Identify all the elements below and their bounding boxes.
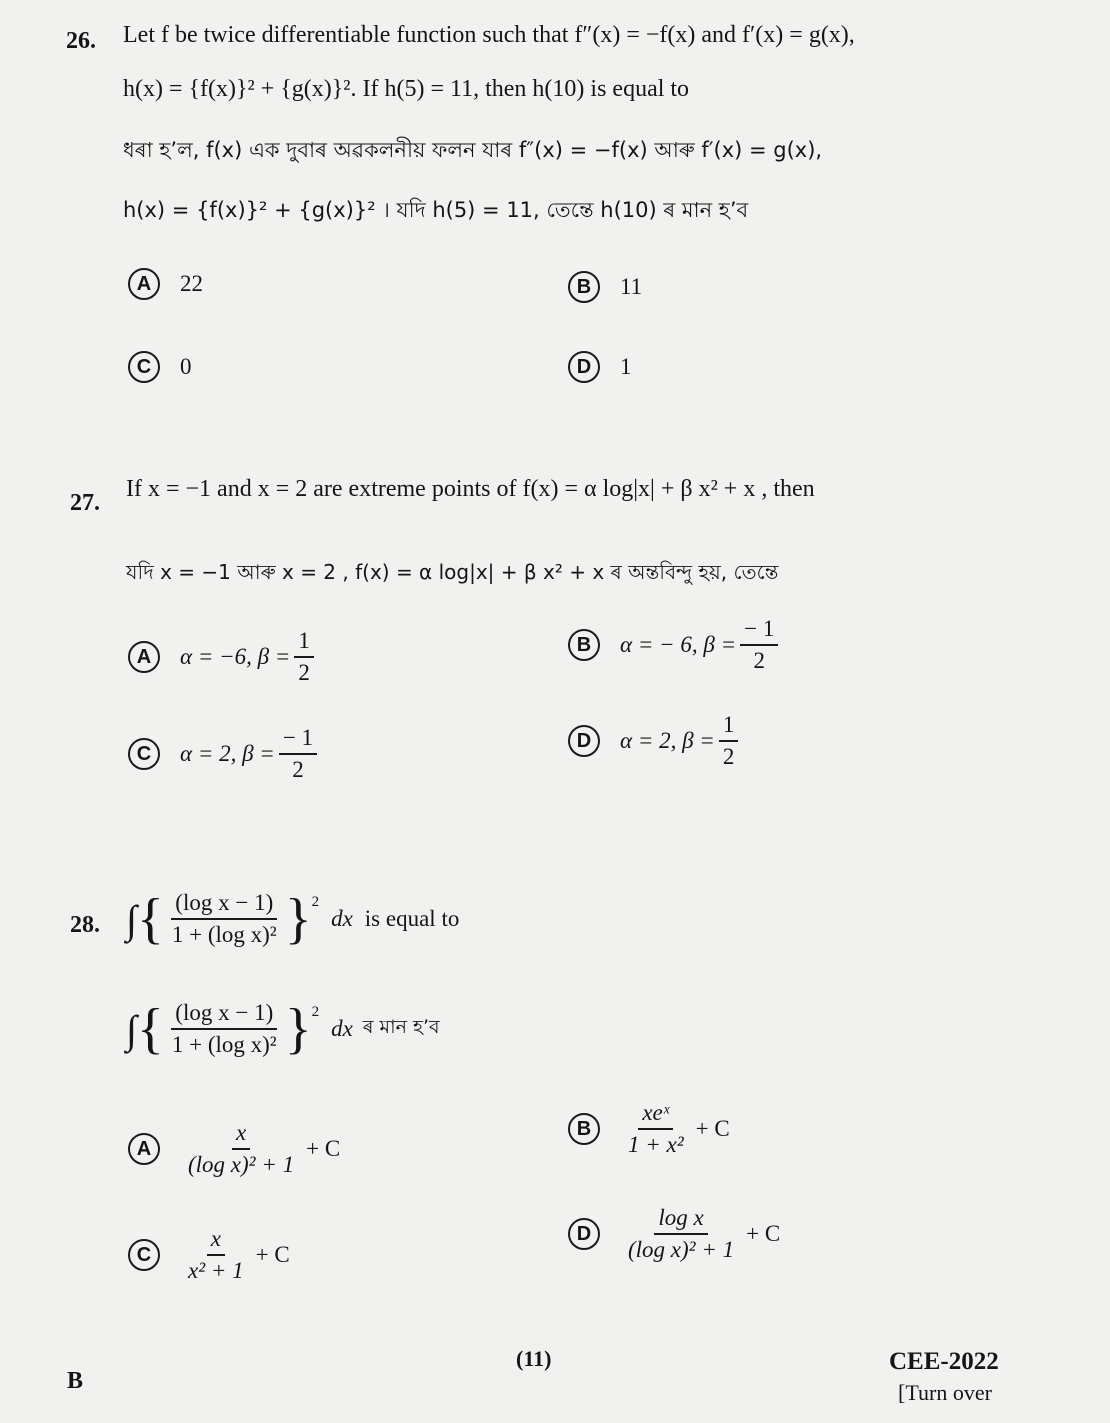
option-b-fraction [740,616,778,674]
option-c-marker: C [128,1239,160,1271]
option-a-prefix: α = −6, β = [180,644,291,669]
question-27-option-a[interactable] [128,628,318,686]
differential: dx [331,1016,353,1041]
question-26-option-c[interactable] [128,351,192,383]
option-d-marker: D [568,351,600,383]
option-a-marker: A [128,268,160,300]
option-c-constant: + C [255,1242,290,1267]
question-28-option-a[interactable] [128,1120,340,1178]
integral-sign-icon: ∫ [126,1006,137,1052]
integral-sign-icon: ∫ [126,896,137,942]
option-c-marker: C [128,738,160,770]
question-28-option-c[interactable] [128,1226,290,1284]
option-b-fraction [624,1100,688,1158]
left-brace-icon: { [136,888,164,950]
differential: dx [331,906,353,931]
option-a-text: 22 [180,271,203,296]
question-26-line-3: ধৰা হ’ল, f(x) এক দুবাৰ অৱকলনীয় ফলন যাৰ f″(x) = −f(x) আৰু f′(x) = g(x), [123,138,823,162]
integrand-power: 2 [311,894,320,910]
booklet-set: B [67,1368,84,1394]
page-number: (11) [516,1346,552,1371]
right-brace-icon: } [284,998,312,1060]
option-d-constant: + C [746,1221,781,1246]
fraction-numerator: 1 [719,712,739,742]
question-26-option-a[interactable] [128,268,203,300]
option-c-fraction [279,725,317,783]
question-28-integral-en [126,890,459,948]
option-c-fraction [184,1226,248,1284]
option-a-marker: A [128,641,160,673]
question-28-option-b[interactable] [568,1100,730,1158]
fraction-denominator: 2 [722,744,735,769]
option-a-fraction [294,628,314,686]
question-26-number: 26. [66,28,96,54]
option-b-prefix: α = − 6, β = [620,632,737,657]
fraction-numerator: 1 [294,628,314,658]
left-brace-icon: { [136,998,164,1060]
question-26-line-1: Let f be twice differentiable function such that f″(x) = −f(x) and f′(x) = g(x), [123,22,855,48]
option-d-fraction [624,1205,738,1263]
option-b-constant: + C [695,1116,730,1141]
option-b-marker: B [568,1113,600,1145]
fraction-denominator: x² + 1 [188,1258,244,1283]
question-26-option-d[interactable] [568,351,632,383]
fraction-denominator: (log x)² + 1 [628,1237,735,1262]
question-27-option-d[interactable] [568,712,742,770]
option-d-marker: D [568,1218,600,1250]
question-26-option-b[interactable] [568,271,642,303]
option-c-text: 0 [180,354,192,379]
exam-code: CEE-2022 [889,1348,999,1375]
option-b-marker: B [568,271,600,303]
integrand-fraction [168,1000,281,1058]
integrand-denominator: 1 + (log x)² [171,1032,277,1057]
fraction-denominator: 1 + x² [628,1132,684,1157]
integrand-numerator: (log x − 1) [171,890,277,920]
option-d-marker: D [568,725,600,757]
option-b-text: 11 [620,274,643,299]
turn-over-note: [Turn over [898,1380,992,1405]
integrand-denominator: 1 + (log x)² [171,922,277,947]
option-a-constant: + C [306,1136,341,1161]
question-28-integral-as [126,1000,440,1058]
option-a-fraction [184,1120,298,1178]
option-d-fraction [719,712,739,770]
fraction-numerator: − 1 [740,616,778,646]
fraction-numerator: x [232,1120,250,1150]
question-26-line-4: h(x) = {f(x)}² + {g(x)}² । যদি h(5) = 11, তেন্তে h(10) ৰ মান হ’ব [123,198,749,222]
right-brace-icon: } [284,888,312,950]
option-d-text: 1 [620,354,632,379]
question-28-option-d[interactable] [568,1205,780,1263]
question-27-line-1: If x = −1 and x = 2 are extreme points of f(x) = α log|x| + β x² + x , then [126,476,815,502]
question-28-tail-as: ৰ মান হ’ব [362,1016,440,1038]
integrand-fraction [168,890,281,948]
integrand-numerator: (log x − 1) [171,1000,277,1030]
option-a-marker: A [128,1133,160,1165]
integrand-power: 2 [311,1004,320,1020]
question-27-line-2: যদি x = −1 আৰু x = 2 , f(x) = α log|x| + β x² + x ৰ অন্তবিন্দু হয়, তেন্তে [126,560,779,584]
fraction-denominator: 2 [292,757,304,782]
question-28-number: 28. [70,912,100,938]
option-b-marker: B [568,629,600,661]
question-28-tail-en: is equal to [364,906,460,931]
fraction-numerator: xeˣ [638,1100,673,1130]
question-27-number: 27. [70,490,100,516]
option-c-marker: C [128,351,160,383]
option-d-prefix: α = 2, β = [620,728,715,753]
fraction-numerator: log x [654,1205,707,1235]
fraction-denominator: 2 [298,660,310,685]
option-c-prefix: α = 2, β = [180,741,275,766]
question-26-line-2: h(x) = {f(x)}² + {g(x)}². If h(5) = 11, then h(10) is equal to [123,76,690,102]
fraction-denominator: 2 [753,648,765,673]
question-27-option-c[interactable] [128,725,321,783]
question-27-option-b[interactable] [568,616,782,674]
fraction-denominator: (log x)² + 1 [188,1152,295,1177]
fraction-numerator: − 1 [279,725,317,755]
fraction-numerator: x [207,1226,225,1256]
